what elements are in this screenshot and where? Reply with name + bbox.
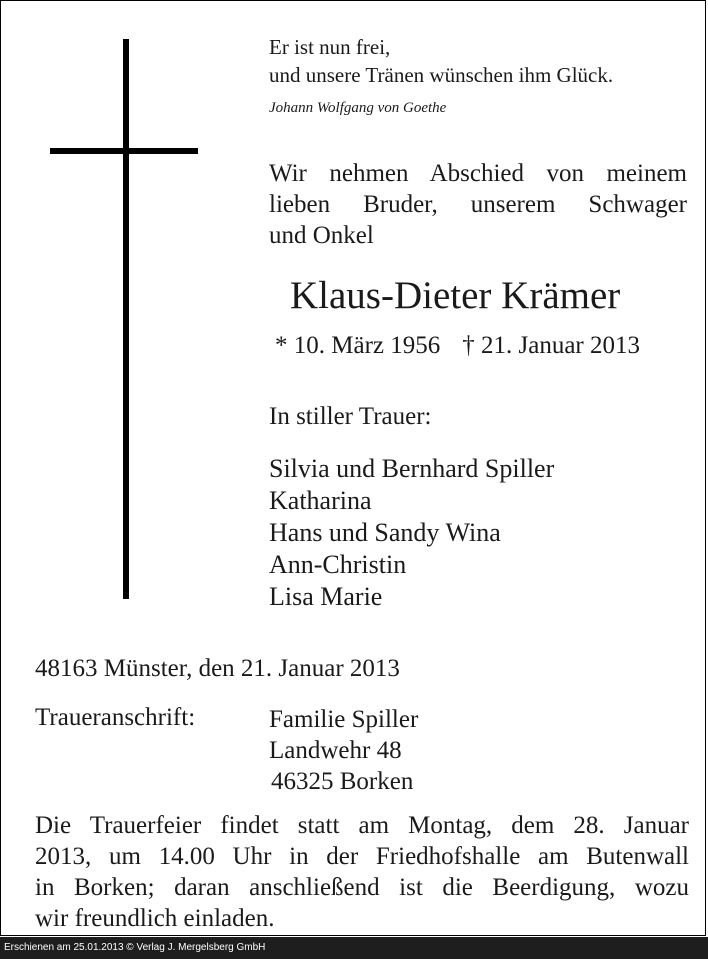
quote-line-2: und unsere Tränen wünschen ihm Glück. <box>269 63 614 87</box>
death-date: † 21. Januar 2013 <box>462 332 640 359</box>
ceremony-line: in Borken; daran anschließend ist die Beerdigung, wozu <box>35 874 689 901</box>
cross-horizontal-bar <box>50 148 198 154</box>
mourning-address <box>269 704 418 797</box>
ceremony-line: Die Trauerfeier findet statt am Montag, dem 28. Januar <box>35 812 689 839</box>
intro-line: und Onkel <box>269 222 374 249</box>
birth-date: * 10. März 1956 <box>275 332 441 359</box>
ceremony-line: wir freundlich einladen. <box>35 905 275 932</box>
place-and-date: 48163 Münster, den 21. Januar 2013 <box>35 655 400 682</box>
mourners-list <box>269 453 554 613</box>
publication-footer: Erschienen am 25.01.2013 © Verlag J. Mergelsberg GmbH <box>0 937 708 959</box>
address-line: Familie Spiller <box>269 706 419 733</box>
mourner-item: Ann-Christin <box>269 550 407 579</box>
mourner-item: Katharina <box>269 486 372 515</box>
quote-author: Johann Wolfgang von Goethe <box>269 100 447 116</box>
deceased-name: Klaus-Dieter Krämer <box>290 274 621 317</box>
address-label: Traueranschrift: <box>35 704 196 731</box>
farewell-intro <box>269 158 687 251</box>
mourning-heading: In stiller Trauer: <box>269 403 432 430</box>
address-line: 46325 Borken <box>271 768 414 795</box>
quote-line-1: Er ist nun frei, <box>269 35 391 59</box>
mourner-item: Lisa Marie <box>269 582 383 611</box>
ceremony-line: 2013, um 14.00 Uhr in der Friedhofshalle am Butenwall <box>35 843 689 870</box>
intro-line: Wir nehmen Abschied von meinem <box>269 160 687 187</box>
address-line: Landwehr 48 <box>269 737 402 764</box>
cross-vertical-bar <box>123 39 129 599</box>
ceremony-notice <box>35 810 689 934</box>
mourner-item: Hans und Sandy Wina <box>269 518 501 547</box>
intro-line: lieben Bruder, unserem Schwager <box>269 191 687 218</box>
life-dates <box>275 332 640 360</box>
mourner-item: Silvia und Bernhard Spiller <box>269 454 555 483</box>
